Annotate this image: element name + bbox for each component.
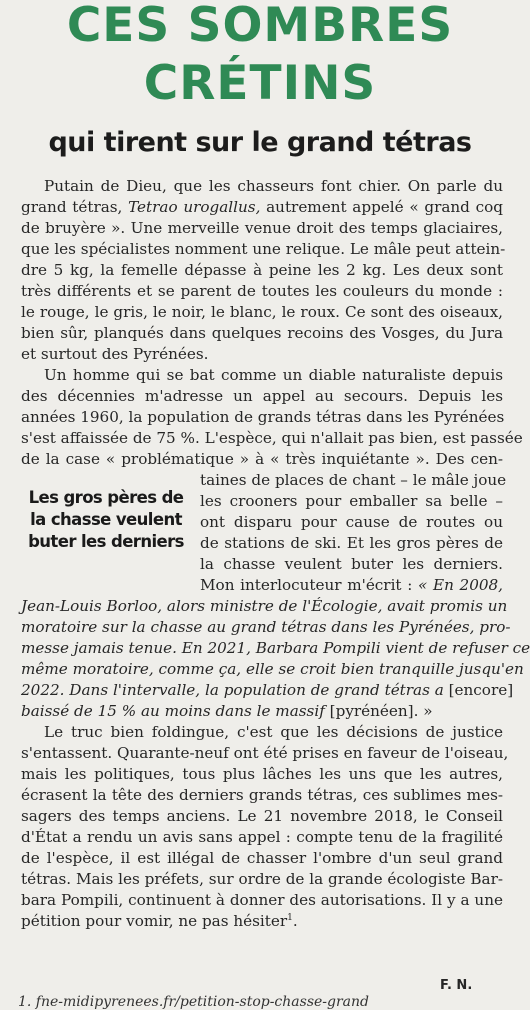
body-line: mais les politiques, tous plus lâches les uns que les autres, (21, 765, 503, 783)
body-italic: moratoire sur la chasse au grand tétras dans les Pyrénées, pro- (21, 618, 511, 636)
body-italic: Jean-Louis Borloo, alors ministre de l'Écologie, avait promis un (21, 597, 508, 615)
body-line (200, 578, 503, 593)
body-line (21, 660, 524, 678)
pullquote-line: Les gros pères de (28, 488, 184, 507)
body-line: dre 5 kg, la femelle dépasse à peine les 2 kg. Les deux sont (21, 261, 503, 279)
headline-subtitle: qui tirent sur le grand tétras (48, 127, 472, 158)
body-line: des décennies m'adresse un appel au secours. Depuis les (21, 387, 503, 405)
body-line (21, 681, 514, 699)
body-line (21, 914, 503, 929)
body-line: très différents et se parent de toutes les couleurs du monde : (21, 282, 503, 300)
body-line: taines de places de chant – le mâle joue (200, 471, 507, 489)
body-text: pétition pour vomir, ne pas hésiter (21, 912, 288, 931)
pullquote-line: la chasse veulent (30, 510, 182, 529)
body-line: de la case « problématique » à « très inquiétante ». Des cen- (21, 450, 503, 468)
body-line: et surtout des Pyrénées. (21, 345, 209, 363)
body-line: de stations de ski. Et les gros pères de (200, 534, 503, 552)
body-line: Putain de Dieu, que les chasseurs font chier. On parle du (44, 177, 503, 195)
body-line: Un homme qui se bat comme un diable naturaliste depuis (44, 366, 503, 384)
body-text: . (292, 912, 298, 931)
footnote-marker: 1 (287, 913, 293, 923)
body-line: tétras. Mais les préfets, sur ordre de la grande écologiste Bar- (21, 870, 503, 888)
headline-line-2: CRÉTINS (143, 56, 377, 111)
body-text: autrement appelé « grand coq (260, 198, 503, 216)
body-line (21, 597, 508, 615)
body-line (21, 200, 503, 215)
footnote: 1. fne-midipyrenees.fr/petition-stop-chasse-grand (18, 994, 370, 1010)
body-italic: « En 2008, (418, 576, 504, 594)
body-line: s'entassent. Quarante-neuf ont été prises en faveur de l'oiseau, (21, 744, 509, 762)
body-italic: baissé de 15 % au moins dans le massif (21, 702, 325, 720)
pullquote-line: buter les derniers (28, 532, 184, 551)
body-italic: même moratoire, comme ça, elle se croit bien tranquille jusqu'en (21, 660, 524, 678)
body-line: s'est affaissée de 75 %. L'espèce, qui n'allait pas bien, est passée (21, 429, 523, 447)
body-italic: messe jamais tenue. En 2021, Barbara Pompili vient de refuser ce (21, 639, 530, 657)
body-line: ont disparu pour cause de routes ou (200, 513, 503, 531)
body-line: bien sûr, planqués dans quelques recoins des Vosges, du Jura (21, 324, 503, 342)
body-line: années 1960, la population de grands tétras dans les Pyrénées (21, 408, 505, 426)
body-line: de bruyère ». Une merveille venue droit des temps glaciaires, (21, 219, 503, 237)
body-text: grand tétras, (21, 198, 129, 216)
body-line: le rouge, le gris, le noir, le blanc, le roux. Ce sont des oiseaux, (21, 303, 503, 321)
body-line: Le truc bien foldingue, c'est que les décisions de justice (44, 723, 503, 741)
body-text: Mon interlocuteur m'écrit : (200, 576, 419, 594)
body-line (21, 704, 503, 719)
body-line: que les spécialistes nomment une relique. Le mâle peut attein- (21, 240, 506, 258)
headline-line-1: CES SOMBRES (66, 0, 454, 53)
body-line: écrasent la tête des derniers grands tétras, ces sublimes mes- (21, 786, 503, 804)
body-italic: 2022. Dans l'intervalle, la population de grand tétras a (21, 681, 444, 699)
body-line (21, 639, 530, 657)
body-line: la chasse veulent buter les derniers. (200, 555, 503, 573)
body-text: [pyrénéen]. » (324, 702, 433, 720)
body-line: les crooners pour emballer sa belle – (200, 492, 503, 510)
body-line: sagers des temps anciens. Le 21 novembre 2018, le Conseil (21, 807, 503, 825)
body-text: [encore] (443, 681, 514, 699)
body-line: de l'espèce, il est illégal de chasser l'ombre d'un seul grand (21, 849, 503, 867)
body-line: bara Pompili, continuent à donner des autorisations. Il y a une (21, 891, 503, 909)
author-signature: F. N. (440, 978, 473, 993)
body-italic: Tetrao urogallus, (128, 198, 261, 216)
body-line: d'État a rendu un avis sans appel : compte tenu de la fragilité (21, 828, 503, 846)
body-line (21, 618, 511, 636)
